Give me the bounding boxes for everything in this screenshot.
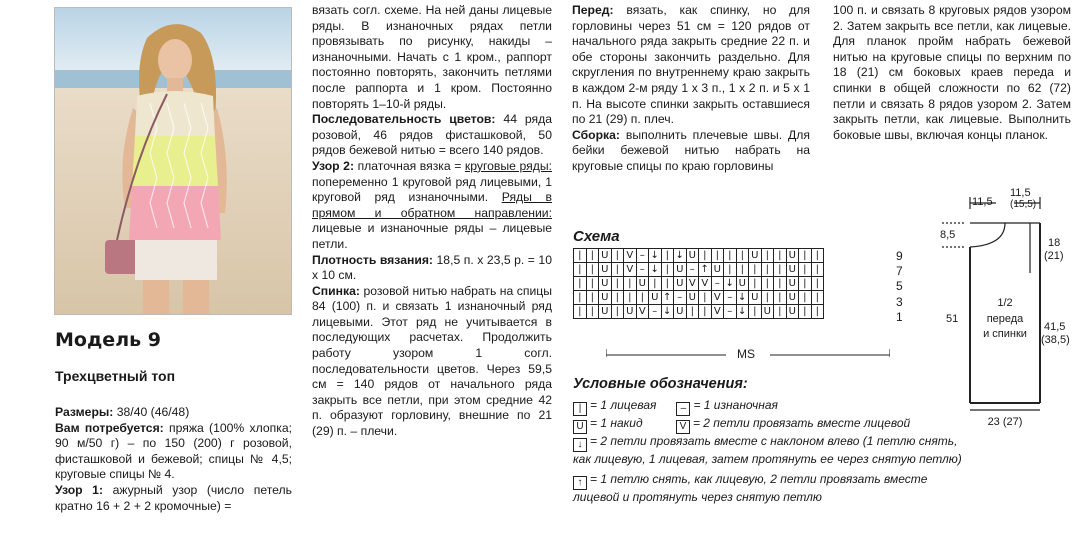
density-value: 18,5 п. х 23,5 р. = 10 х 10 см. <box>312 252 552 283</box>
chart-cell: | <box>761 249 774 263</box>
yarn-over-symbol-icon: U <box>573 420 587 434</box>
chart-cell: V <box>699 277 712 291</box>
chart-cell: ↑ <box>661 291 674 305</box>
dim-left-side: 51 <box>946 313 959 325</box>
legend-row-1 <box>573 398 968 416</box>
chart-grid <box>573 248 824 319</box>
chart-cell: | <box>774 249 787 263</box>
chart-cell: U <box>749 249 762 263</box>
chart-cell: V <box>624 249 637 263</box>
dim-right-top-a: 18 <box>1048 237 1061 249</box>
pattern-2-rounds: круговые ряды: <box>464 158 552 173</box>
schematic-outline <box>930 185 1075 435</box>
pattern-1-value: ажурный узор (число петель кратно 16 + 2 + 2 кромочные) = <box>55 482 293 513</box>
knitting-chart <box>573 248 824 319</box>
chart-cell: U <box>599 263 612 277</box>
chart-cell: – <box>711 277 724 291</box>
chart-cell: | <box>799 277 812 291</box>
density-label: Плотность вязания: <box>312 252 433 267</box>
chart-cell: – <box>636 263 649 277</box>
dim-left-top: 8,5 <box>940 229 956 241</box>
chart-cell: V <box>711 291 724 305</box>
chart-cell: | <box>736 249 749 263</box>
pattern-2-label: Узор 2: <box>312 158 355 173</box>
chart-cell: V <box>624 263 637 277</box>
chart-cell: – <box>686 263 699 277</box>
chart-row <box>574 249 824 263</box>
pattern-2-rows: Ряды в прямом и обратном направлении: <box>312 190 553 220</box>
chart-cell: ↓ <box>736 305 749 319</box>
chart-cell: U <box>599 277 612 291</box>
model-photo-illustration <box>55 8 291 314</box>
sizes-value: 38/40 (46/48) <box>116 405 190 419</box>
assembly-label: Сборка: <box>572 127 620 142</box>
legend-yarn-over: = 1 накид <box>590 416 643 430</box>
chart-row-numbers <box>896 249 910 325</box>
chart-cell: | <box>586 263 599 277</box>
chart-cell: | <box>661 263 674 277</box>
k2tog-symbol-icon: V <box>676 420 690 434</box>
dim-right-top-b: (21) <box>1044 250 1064 262</box>
chart-row <box>574 305 824 319</box>
chart-cell: U <box>624 305 637 319</box>
pattern-2-text-c: лицевые и изнаночные ряды – лицевые петли. <box>312 221 552 251</box>
chart-row-number: 5 <box>896 279 903 294</box>
chart-cell: | <box>586 249 599 263</box>
chart-cell: | <box>586 305 599 319</box>
chart-cell: | <box>624 277 637 291</box>
chart-cell: | <box>686 305 699 319</box>
chart-cell: U <box>686 249 699 263</box>
chart-cell: U <box>599 305 612 319</box>
chart-cell: | <box>724 249 737 263</box>
chart-cell: V <box>636 305 649 319</box>
chart-cell: | <box>811 291 824 305</box>
chart-cell: | <box>611 277 624 291</box>
assembly-value: выполнить плечевые швы. Для бейки бежевой нитью набрать на круговые спицы по краю горловины <box>572 127 810 173</box>
chart-cell: U <box>761 305 774 319</box>
legend-knit: = 1 лицевая <box>590 398 657 412</box>
color-sequence-label: Последовательность цветов: <box>312 112 496 127</box>
back-label: Спинка: <box>312 283 360 298</box>
chart-cell: | <box>574 305 587 319</box>
legend-sk2p: = 1 петлю снять, как лицевую, 2 петли провязать вместе лицевой и протянуть через снятую петлю <box>573 471 928 504</box>
chart-cell: U <box>749 291 762 305</box>
chart-cell: U <box>786 249 799 263</box>
chart-cell: U <box>649 291 662 305</box>
column-4-text <box>833 3 1071 143</box>
chart-cell: ↓ <box>661 305 674 319</box>
chart-cell: | <box>661 277 674 291</box>
chart-cell: ↓ <box>724 277 737 291</box>
chart-cell: V <box>711 305 724 319</box>
garment-schematic <box>930 185 1075 435</box>
legend-title: Условные обозначения: <box>573 376 748 392</box>
column-4-paragraph: 100 п. и связать 8 круговых рядов узором 2. Затем закрыть все петли, как лицевые. Для планок пройм набрать бежевой нитью на круговые спицы по верхним по 18 (21) см боковых краев переда и спинки в общей сложности по 62 (72) петли и связать 8 рядов узором 2. Затем закрыть петли, как лицевые. Выполнить боковые швы, включая концы планок. <box>833 3 1071 142</box>
chart-cell: U <box>786 277 799 291</box>
chart-cell: U <box>636 277 649 291</box>
sizes-label: Размеры: <box>55 405 114 419</box>
chart-cell: | <box>611 305 624 319</box>
purl-symbol-icon: – <box>676 402 690 416</box>
chart-cell: | <box>699 249 712 263</box>
chart-cell: | <box>749 263 762 277</box>
chart-cell: U <box>786 305 799 319</box>
chart-cell: | <box>811 305 824 319</box>
chart-row-number: 3 <box>896 294 903 309</box>
chart-cell: | <box>749 305 762 319</box>
chart-cell: | <box>761 263 774 277</box>
chart-cell: | <box>774 263 787 277</box>
chart-cell: ↓ <box>736 291 749 305</box>
model-title: Модель 9 <box>55 329 161 351</box>
chart-row-number: 1 <box>896 309 903 324</box>
column-1-text <box>55 405 292 514</box>
chart-cell: – <box>636 249 649 263</box>
schematic-center-c: и спинки <box>983 328 1027 340</box>
chart-cell: | <box>699 305 712 319</box>
chart-cell: – <box>674 291 687 305</box>
pattern-1-instructions: вязать согл. схеме. На ней даны лицевые ряды. В изнаночных рядах петли провязывать по рисунку, накиды – изнаночными. Начать с 1 кром., раппорт постоянно повторять, закончить петлями после раппорта и 1 кром. Постоянно повторять 1–10-й ряды. <box>312 3 552 111</box>
chart-cell: | <box>661 249 674 263</box>
legend-row-2 <box>573 416 968 434</box>
knit-symbol-icon: | <box>573 402 587 416</box>
chart-cell: V <box>686 277 699 291</box>
schematic-center-b: переда <box>986 313 1024 325</box>
chart-cell: | <box>799 291 812 305</box>
chart-cell: | <box>611 263 624 277</box>
chart-cell: | <box>574 291 587 305</box>
chart-cell: | <box>574 277 587 291</box>
dim-top-left: 11,5 <box>972 196 993 208</box>
chart-cell: U <box>674 277 687 291</box>
chart-cell: | <box>711 249 724 263</box>
legend-purl: = 1 изнаночная <box>693 398 778 412</box>
chart-cell: | <box>699 291 712 305</box>
chart-cell: U <box>786 291 799 305</box>
column-3-text <box>572 3 810 175</box>
chart-cell: U <box>674 305 687 319</box>
dim-right-side-a: 41,5 <box>1044 321 1066 333</box>
chart-cell: | <box>574 263 587 277</box>
chart-cell: – <box>724 305 737 319</box>
chart-cell: U <box>686 291 699 305</box>
chart-cell: U <box>736 277 749 291</box>
chart-row <box>574 277 824 291</box>
chart-cell: | <box>774 305 787 319</box>
materials-label: Вам потребуется: <box>55 420 164 435</box>
chart-cell: | <box>799 249 812 263</box>
chart-cell: ↑ <box>699 263 712 277</box>
chart-cell: | <box>611 291 624 305</box>
chart-cell: | <box>774 277 787 291</box>
legend-k2tog: = 2 петли провязать вместе лицевой <box>692 416 911 430</box>
chart-cell: | <box>811 249 824 263</box>
chart-cell: | <box>649 277 662 291</box>
chart-cell: U <box>599 249 612 263</box>
chart-cell: – <box>724 291 737 305</box>
chart-cell: | <box>799 305 812 319</box>
chart-cell: ↓ <box>649 249 662 263</box>
pattern-2-text-b: попеременно 1 круговой ряд лицевыми, 1 круговой ряд изнаночными. <box>312 174 552 205</box>
pattern-2-text-a: платочная вязка = <box>357 158 462 173</box>
chart-row <box>574 263 824 277</box>
chart-title: Схема <box>573 228 620 245</box>
chart-row-number: 9 <box>896 249 903 263</box>
dim-top-right-b: (15,5) <box>1010 199 1037 210</box>
front-value: вязать, как спинку, но для горловины через 51 см = 120 рядов от начального ряда закрыть средние 22 п. и обе стороны закончить раздельно. Для скругления по внутреннему краю закрыть в каждом 2-м ряду 1 х 3 п., 1 х 2 п. и 5 х 1 п. На высоте спинки закрыть оставшиеся по 21 (29) п. плеч. <box>572 3 811 127</box>
sk2p-symbol-icon: ↑ <box>573 476 587 490</box>
chart-row <box>574 291 824 305</box>
chart-cell: | <box>761 277 774 291</box>
legend-row-4 <box>573 472 968 506</box>
materials-value: пряжа (100% хлопка; 90 м/50 г) – по 150 (200) г розовой, фисташковой и бежевой; спицы № 4,5; круговые спицы № 4. <box>55 420 293 482</box>
dim-right-side-b: (38,5) <box>1041 334 1070 346</box>
chart-cell: | <box>811 277 824 291</box>
schematic-center-a: 1/2 <box>997 297 1013 309</box>
chart-cell: ↓ <box>649 263 662 277</box>
back-value: розовой нитью набрать на спицы 84 (100) п. и связать 1 изнаночный ряд лицевыми. Этот ряд не учитывается в последующих расчетах. Продолжить работу узором 1 согл. последовательности цветов. Через 59,5 см = 140 рядов от начального ряда закрыть все петли, при этом средние 42 п. образуют горловину, внешние по 21 (29) п. – плечи. <box>312 283 552 439</box>
legend-ssk: = 2 петли провязать вместе с наклоном влево (1 петлю снять, как лицевую, 1 лицевая, затем протянуть ее через снятую петлю) <box>573 434 962 466</box>
chart-cell: U <box>786 263 799 277</box>
chart-row-number: 7 <box>896 264 903 279</box>
chart-cell: | <box>624 291 637 305</box>
legend <box>573 398 968 505</box>
chart-cell: | <box>611 249 624 263</box>
chart-cell: | <box>749 277 762 291</box>
legend-row-3 <box>573 434 968 468</box>
chart-cell: | <box>799 263 812 277</box>
chart-cell: U <box>599 291 612 305</box>
model-subtitle: Трехцветный топ <box>55 368 176 384</box>
color-sequence-value: 44 ряда розовой, 46 рядов фисташковой, 50 рядов бежевой нитью = всего 140 рядов. <box>312 112 553 158</box>
chart-cell: | <box>774 291 787 305</box>
front-label: Перед: <box>572 3 614 17</box>
dim-bottom: 23 (27) <box>987 416 1023 428</box>
chart-cell: | <box>724 263 737 277</box>
chart-cell: U <box>711 263 724 277</box>
column-2-text <box>312 3 552 440</box>
chart-cell: U <box>674 263 687 277</box>
ms-label: MS <box>737 347 755 361</box>
chart-cell: | <box>574 249 587 263</box>
ssk-symbol-icon: ↓ <box>573 438 587 452</box>
dim-top-right-a: 11,5 <box>1010 187 1031 199</box>
chart-cell: | <box>586 291 599 305</box>
pattern-1-label: Узор 1: <box>55 482 104 497</box>
chart-cell: | <box>586 277 599 291</box>
chart-cell: | <box>736 263 749 277</box>
model-photo <box>54 7 292 315</box>
chart-cell: | <box>636 291 649 305</box>
chart-cell: | <box>811 263 824 277</box>
chart-cell: ↓ <box>674 249 687 263</box>
chart-cell: | <box>761 291 774 305</box>
chart-cell: – <box>649 305 662 319</box>
